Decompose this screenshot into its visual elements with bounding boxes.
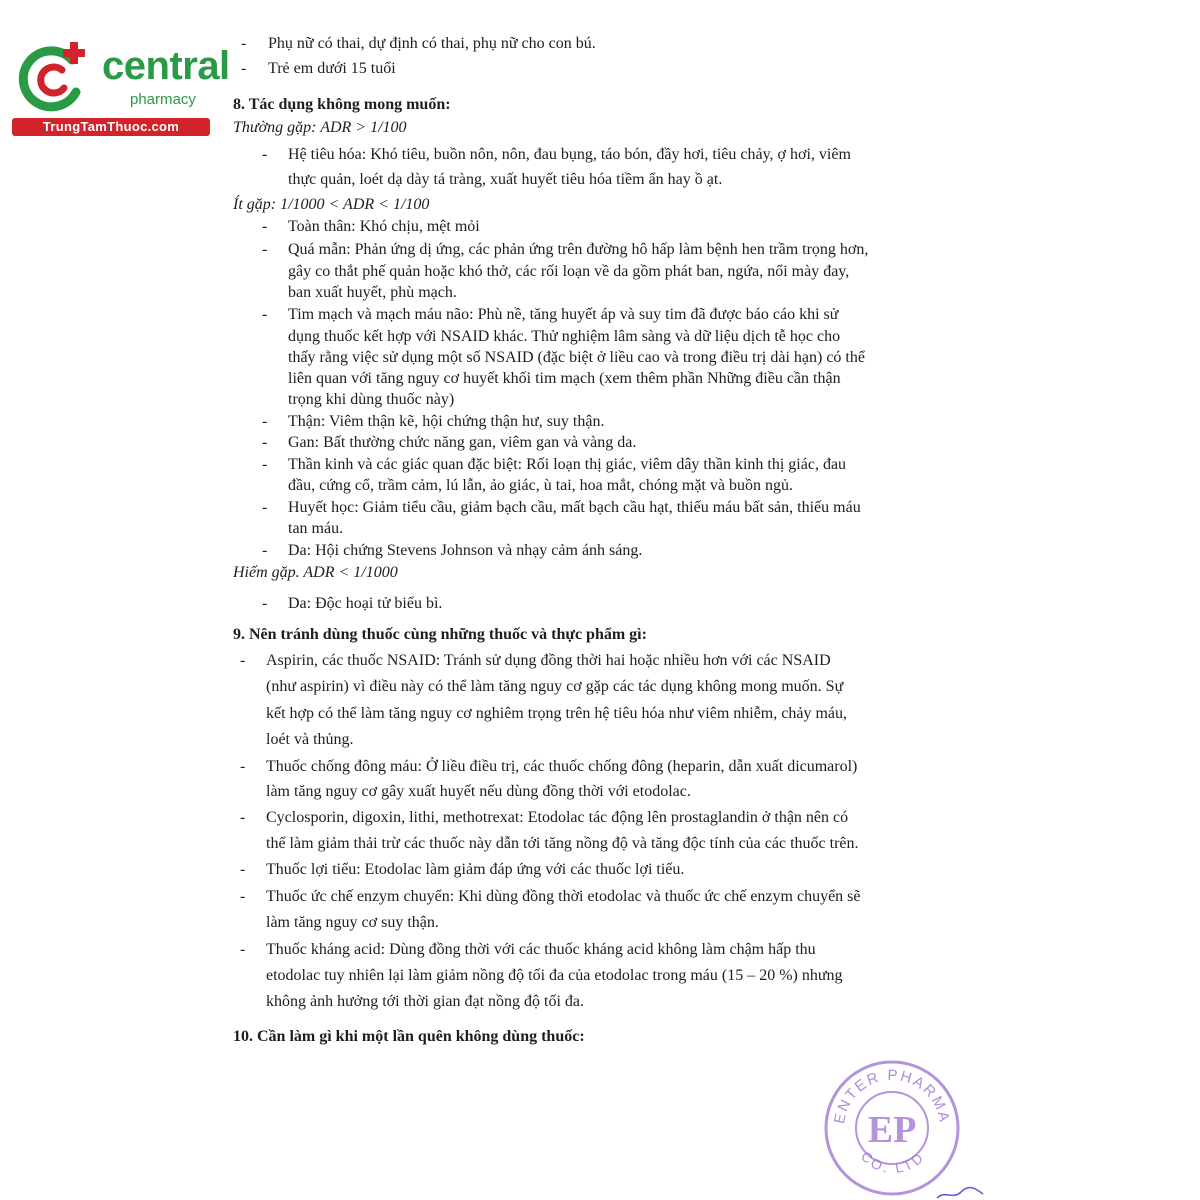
list-item: làm tăng nguy cơ gây xuất huyết nếu dùng đồng thời với etodolac. [266,783,691,800]
list-dash: - [241,35,247,52]
list-item: Da: Hội chứng Stevens Johnson và nhạy cảm ánh sáng. [288,542,643,559]
list-dash: - [262,218,268,235]
list-item: etodolac tuy nhiên lại làm giảm nồng độ tối đa của etodolac trong máu (15 – 20 %) nhưng [266,967,843,984]
list-item: (như aspirin) vì điều này có thể làm tăng nguy cơ gặp các tác dụng không mong muốn. Sự [266,678,844,695]
list-item: tan máu. [288,520,344,537]
list-dash: - [262,146,268,163]
list-item: Gan: Bất thường chức năng gan, viêm gan và vàng da. [288,434,637,451]
list-dash: - [240,941,246,958]
list-item: Thuốc lợi tiểu: Etodolac làm giảm đáp ứng với các thuốc lợi tiểu. [266,861,685,878]
list-item: ban xuất huyết, phù mạch. [288,284,457,301]
list-dash: - [240,652,246,669]
list-dash: - [262,434,268,451]
stamp-top-text: ENTER PHARMA [831,1066,953,1126]
list-item: trọng khi dùng thuốc này) [288,391,455,408]
rare-label: Hiếm gặp. ADR < 1/1000 [233,564,398,581]
stamp-bottom-text: CO. LTD [857,1147,929,1176]
list-item: dụng thuốc kết hợp với NSAID khác. Thử nghiệm lâm sàng và dữ liệu dịch tễ học cho [288,328,841,345]
list-dash: - [262,456,268,473]
list-item: đầu, cứng cổ, trầm cảm, lú lẫn, ảo giác, ù tai, hoa mắt, chóng mặt và buồn ngủ. [288,477,793,494]
list-item: Thận: Viêm thận kẽ, hội chứng thận hư, suy thận. [288,413,605,430]
uncommon-label: Ít gặp: 1/1000 < ADR < 1/100 [233,196,430,213]
list-dash: - [262,595,268,612]
list-item: Thuốc chống đông máu: Ở liều điều trị, các thuốc chống đông (heparin, dẫn xuất dicumarol) [266,758,858,775]
list-item: Tim mạch và mạch máu não: Phù nề, tăng huyết áp và suy tim đã được báo cáo khi sử [288,306,839,323]
signature-mark [935,1186,985,1200]
logo-site-bar: TrungTamThuoc.com [12,118,210,136]
list-item: loét và thủng. [266,731,354,748]
logo-brand-text: central [102,44,230,88]
list-item: Phụ nữ có thai, dự định có thai, phụ nữ cho con bú. [268,35,596,52]
list-item: Hệ tiêu hóa: Khó tiêu, buồn nôn, nôn, đau bụng, táo bón, đầy hơi, tiêu chảy, ợ hơi, viêm [288,146,851,163]
list-item: Aspirin, các thuốc NSAID: Tránh sử dụng đồng thời hai hoặc nhiều hơn với các NSAID [266,652,831,669]
list-item: Huyết học: Giảm tiểu cầu, giảm bạch cầu, mất bạch cầu hạt, thiếu máu bất sản, thiếu máu [288,499,861,516]
list-item: thực quản, loét dạ dày tá tràng, xuất huyết tiêu hóa tiềm ẩn hay ồ ạt. [288,171,723,188]
svg-text:CO. LTD [858,1148,928,1176]
section-10-heading: 10. Cần làm gì khi một lần quên không dùng thuốc: [233,1028,585,1045]
list-item: Trẻ em dưới 15 tuổi [268,60,396,77]
common-label: Thường gặp: ADR > 1/100 [233,119,407,136]
list-dash: - [240,888,246,905]
list-dash: - [241,60,247,77]
list-dash: - [262,413,268,430]
list-item: thấy rằng việc sử dụng một số NSAID (đặc biệt ở liều cao và trong điều trị dài hạn) có thể [288,349,865,366]
list-item: thể làm giảm thải trừ các thuốc này dẫn tới tăng nồng độ và tăng độc tính của các thuốc trên. [266,835,859,852]
list-item: Thần kinh và các giác quan đặc biệt: Rối loạn thị giác, viêm dây thần kinh thị giác, đau [288,456,847,473]
list-item: kết hợp có thể làm tăng nguy cơ nghiêm trọng trên hệ tiêu hóa như viêm nhiễm, chảy máu, [266,705,847,722]
list-dash: - [240,809,246,826]
section-9-heading: 9. Nên tránh dùng thuốc cùng những thuốc và thực phẩm gì: [233,626,647,643]
list-item: không ảnh hưởng tới thời gian đạt nồng độ tối đa. [266,993,585,1010]
list-dash: - [262,241,268,258]
section-8-heading: 8. Tác dụng không mong muốn: [233,96,451,113]
list-item: Quá mẫn: Phản ứng dị ứng, các phản ứng trên đường hô hấp làm bệnh hen trầm trọng hơn, [288,241,869,258]
list-dash: - [240,758,246,775]
list-dash: - [262,306,268,323]
list-item: gây co thắt phế quản hoặc khó thở, các rối loạn về da gồm phát ban, ngứa, nổi mày đay, [288,263,850,280]
logo-sub-text: pharmacy [130,91,196,108]
stamp-center-text: EP [867,1109,917,1151]
company-stamp [822,1058,962,1198]
list-item: Toàn thân: Khó chịu, mệt mỏi [288,218,480,235]
list-item: liên quan với tăng nguy cơ huyết khối tim mạch (xem thêm phần Những điều cần thận [288,370,841,387]
list-item: Thuốc kháng acid: Dùng đồng thời với các thuốc kháng acid không làm chậm hấp thu [266,941,816,958]
list-item: Da: Độc hoại tử biểu bì. [288,595,443,612]
list-item: làm tăng nguy cơ suy thận. [266,914,439,931]
list-item: Thuốc ức chế enzym chuyển: Khi dùng đồng thời etodolac và thuốc ức chế enzym chuyển sẽ [266,888,861,905]
list-dash: - [240,861,246,878]
list-dash: - [262,499,268,516]
list-item: Cyclosporin, digoxin, lithi, methotrexat: Etodolac tác động lên prostaglandin ở thận nên có [266,809,849,826]
list-dash: - [262,542,268,559]
